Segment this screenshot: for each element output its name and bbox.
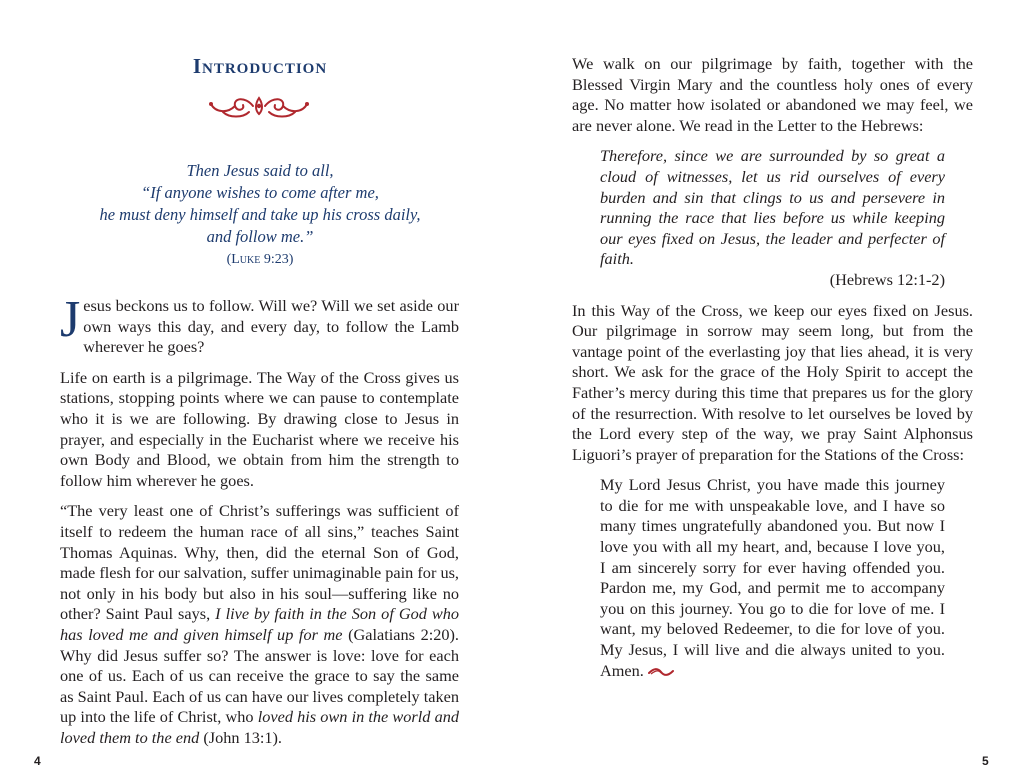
page-number: 5 — [982, 754, 989, 768]
right-page — [512, 0, 1024, 784]
block-quote — [600, 146, 945, 290]
paragraph-text: (Galatians 2:20). Why did Jesus suffer so? The answer is love: love for each one of us. Each of us can receive the grace to say the same as Saint Paul. Each of us can have our lives completely taken up into the life of Christ, who — [60, 624, 460, 727]
epigraph-line: “If anyone wishes to come after me, — [141, 183, 379, 202]
end-swash-icon — [648, 667, 674, 677]
paragraph: We walk on our pilgrimage by faith, together with the Blessed Virgin Mary and the countless holy ones of every age. No matter how isolated or abandoned we may feel, we are never alone. We read in the Letter to the Hebrews: — [572, 54, 973, 135]
prayer-text-content: My Lord Jesus Christ, you have made this journey to die for me with unspeakable love, and I have so many times ungratefully abandoned you. But now I love you with all my heart, and, because I love you, I am sincerely sorry for ever having offended you. Pardon me, my God, and permit me to accompany you on this journey. You go to die for love of me. I want, my beloved Redeemer, to die for love of you. My Jesus, I will live and die always united to you. Amen. — [600, 475, 945, 680]
prayer-text — [600, 475, 945, 681]
block-quote-citation: (Hebrews 12:1-2) — [829, 269, 945, 289]
epigraph-line: he must deny himself and take up his cross daily, — [99, 205, 421, 224]
page-number: 4 — [34, 754, 41, 768]
epigraph-line: and follow me.” — [206, 227, 314, 246]
block-quote-text: Therefore, since we are surrounded by so great a cloud of witnesses, let us rid ourselves of every burden and sin that clings to us and persevere in running the race that lies before us while keeping our eyes fixed on Jesus, the leader and perfecter of faith. — [600, 146, 945, 269]
flourish-ornament-icon — [205, 92, 313, 120]
scripture-quote: I live by faith in the Son of God who has loved me and given himself up for me — [60, 604, 460, 644]
paragraph-text: esus beckons us to follow. Will we? Will we set aside our own ways this day, and every day, to follow the Lamb wherever he goes? — [83, 296, 459, 357]
paragraph — [60, 291, 459, 358]
epigraph — [60, 160, 460, 270]
page-title: Introduction — [192, 54, 328, 78]
paragraph — [60, 501, 459, 748]
left-body-text — [60, 291, 460, 758]
paragraph-text: (John 13:1). — [199, 727, 283, 747]
epigraph-reference: (Luke 9:23) — [226, 252, 294, 267]
paragraph: In this Way of the Cross, we keep our eyes fixed on Jesus. Our pilgrimage in sorrow may seem long, but from the vantage point of the everlasting joy that lies ahead, it is very short. We ask for the grace of the Holy Spirit to accept the Father’s mercy during this time that prepares us for the glory of the resurrection. With resolve to let ourselves be loved by the Lord every step of the way, we pray Saint Alphonsus Liguori’s prayer of preparation for the Stations of the Cross: — [572, 300, 973, 464]
right-body-text — [572, 54, 973, 691]
paragraph-text: “The very least one of Christ’s sufferings was sufficient of itself to redeem the human race of all sins,” teaches Saint Thomas Aquinas. Why, then, did the eternal Son of God, made flesh for our salvation, suffer unimaginable pain for us, not only in his body but also in his soul—suffering like no other? Saint Paul says, — [60, 501, 459, 624]
drop-cap: J — [60, 291, 81, 348]
scripture-quote: loved his own in the world and loved them to the end — [60, 707, 460, 747]
paragraph: Life on earth is a pilgrimage. The Way of the Cross gives us stations, stopping points where we can pause to contemplate who it is we are following. By drawing close to Jesus in prayer, and especially in the Eucharist where we receive his own Body and Blood, we obtain from him the strength to follow him wherever he goes. — [60, 367, 459, 490]
prayer-block — [600, 475, 945, 681]
epigraph-line: Then Jesus said to all, — [186, 161, 334, 180]
